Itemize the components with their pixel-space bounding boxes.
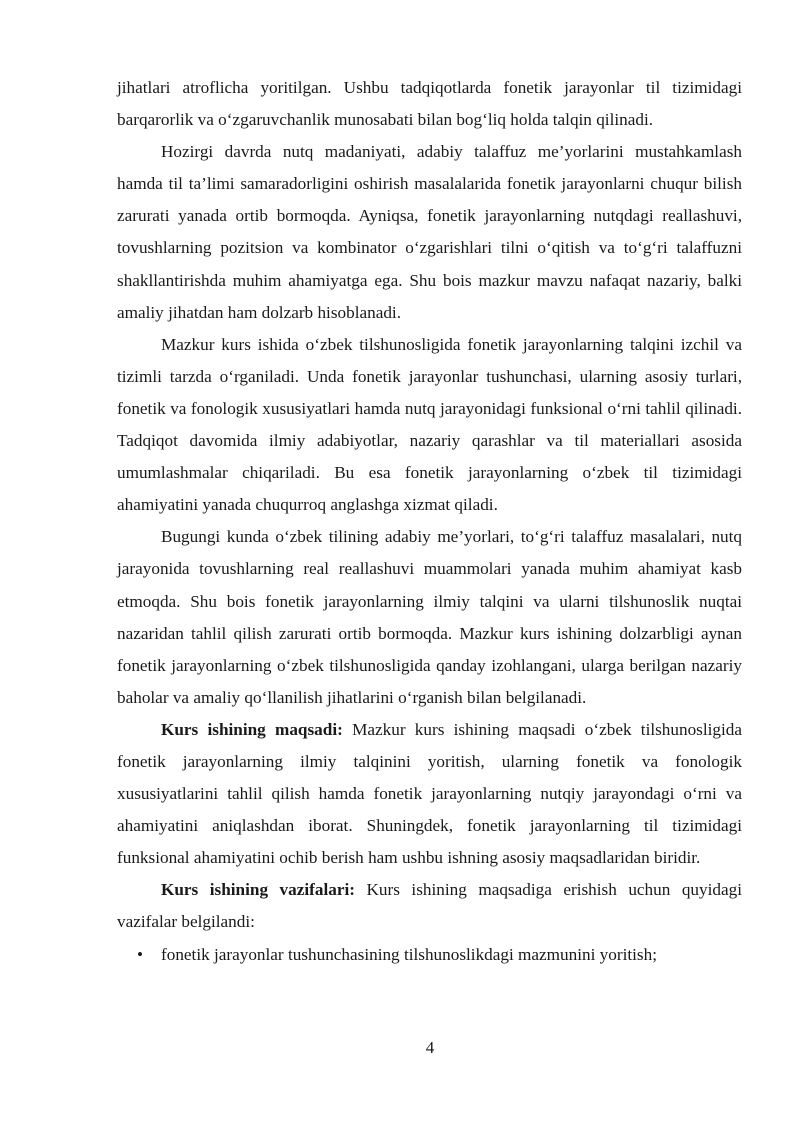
tasks-list xyxy=(117,939,742,971)
goal-heading: Kurs ishining maqsadi: xyxy=(161,719,343,739)
bullet-icon: • xyxy=(137,944,144,964)
paragraph-actuality: Bugungi kunda o‘zbek tilining adabiy me’yorlari, to‘g‘ri talaffuz masalalari, nutq jarayonida tovushlarning real reallashuvi muammolari yanada muhim ahamiyat kasb etmoqda. Shu bois fonetik jarayonlarning ilmiy talqini va ularni tilshunoslik nuqtai nazaridan tahlil qilish zarurati ortib bormoqda. Mazkur kurs ishining dolzarbligi aynan fonetik jarayonlarning o‘zbek tilshunosligida qanday izohlangani, ularga berilgan nazariy baholar va amaliy qo‘llanilish jihatlarini o‘rganish bilan belgilanadi. xyxy=(117,527,742,707)
paragraph-intro-continuation: jihatlari atroflicha yoritilgan. Ushbu tadqiqotlarda fonetik jarayonlar til tizimidagi barqarorlik va o‘zgaruvchanlik munosabati bilan bog‘liq holda talqin qilinadi. xyxy=(117,78,742,130)
goal-text: Mazkur kurs ishining maqsadi o‘zbek tilshunosligida fonetik jarayonlarning ilmiy talqinini yoritish, ularning fonetik va fonologik xususiyatlarini tahlil qilish hamda fonetik jarayonlarning nutqiy jarayondagi o‘rni va ahamiyatini aniqlashdan iborat. Shuningdek, fonetik jarayonlarning til tizimidagi funksional ahamiyatini ochib berish ham ushbu ishning asosiy maqsadlaridan biridir. xyxy=(117,719,743,868)
list-item xyxy=(117,939,742,971)
paragraph-scope: Mazkur kurs ishida o‘zbek tilshunosligida fonetik jarayonlarning talqini izchil va tizimli tarzda o‘rganiladi. Unda fonetik jarayonlar tushunchasi, ularning asosiy turlari, fonetik va fonologik xususiyatlari hamda nutq jarayonidagi funksional o‘rni tahlil qilinadi. Tadqiqot davomida ilmiy adabiyotlar, nazariy qarashlar va til materiallari asosida umumlashmalar chiqariladi. Bu esa fonetik jarayonlarning o‘zbek til tizimidagi ahamiyatini yanada chuqurroq anglashga xizmat qiladi. xyxy=(117,334,742,515)
page-number: 4 xyxy=(425,1038,435,1057)
tasks-heading: Kurs ishining vazifalari: xyxy=(161,880,355,900)
paragraph-goal xyxy=(117,714,742,874)
list-item-text: fonetik jarayonlar tushunchasining tilshunoslikdagi mazmunini yoritish; xyxy=(161,944,657,964)
tasks-text: Kurs ishining maqsadiga erishish uchun quyidagi vazifalar belgilandi: xyxy=(117,880,742,932)
paragraph-tasks xyxy=(117,874,742,938)
document-page xyxy=(117,72,742,971)
paragraph-relevance: Hozirgi davrda nutq madaniyati, adabiy talaffuz me’yorlarini mustahkamlash hamda til ta’limi samaradorligini oshirish masalalarida fonetik jarayonlarni chuqur bilish zarurati yanada ortib bormoqda. Ayniqsa, fonetik jarayonlarning nutqdagi reallashuvi, tovushlarning pozitsion va kombinator o‘zgarishlari tilni o‘qitish va to‘g‘ri talaffuzni shakllantirishda muhim ahamiyatga ega. Shu bois mazkur mavzu nafaqat nazariy, balki amaliy jihatdan ham dolzarb hisoblanadi. xyxy=(117,142,742,322)
